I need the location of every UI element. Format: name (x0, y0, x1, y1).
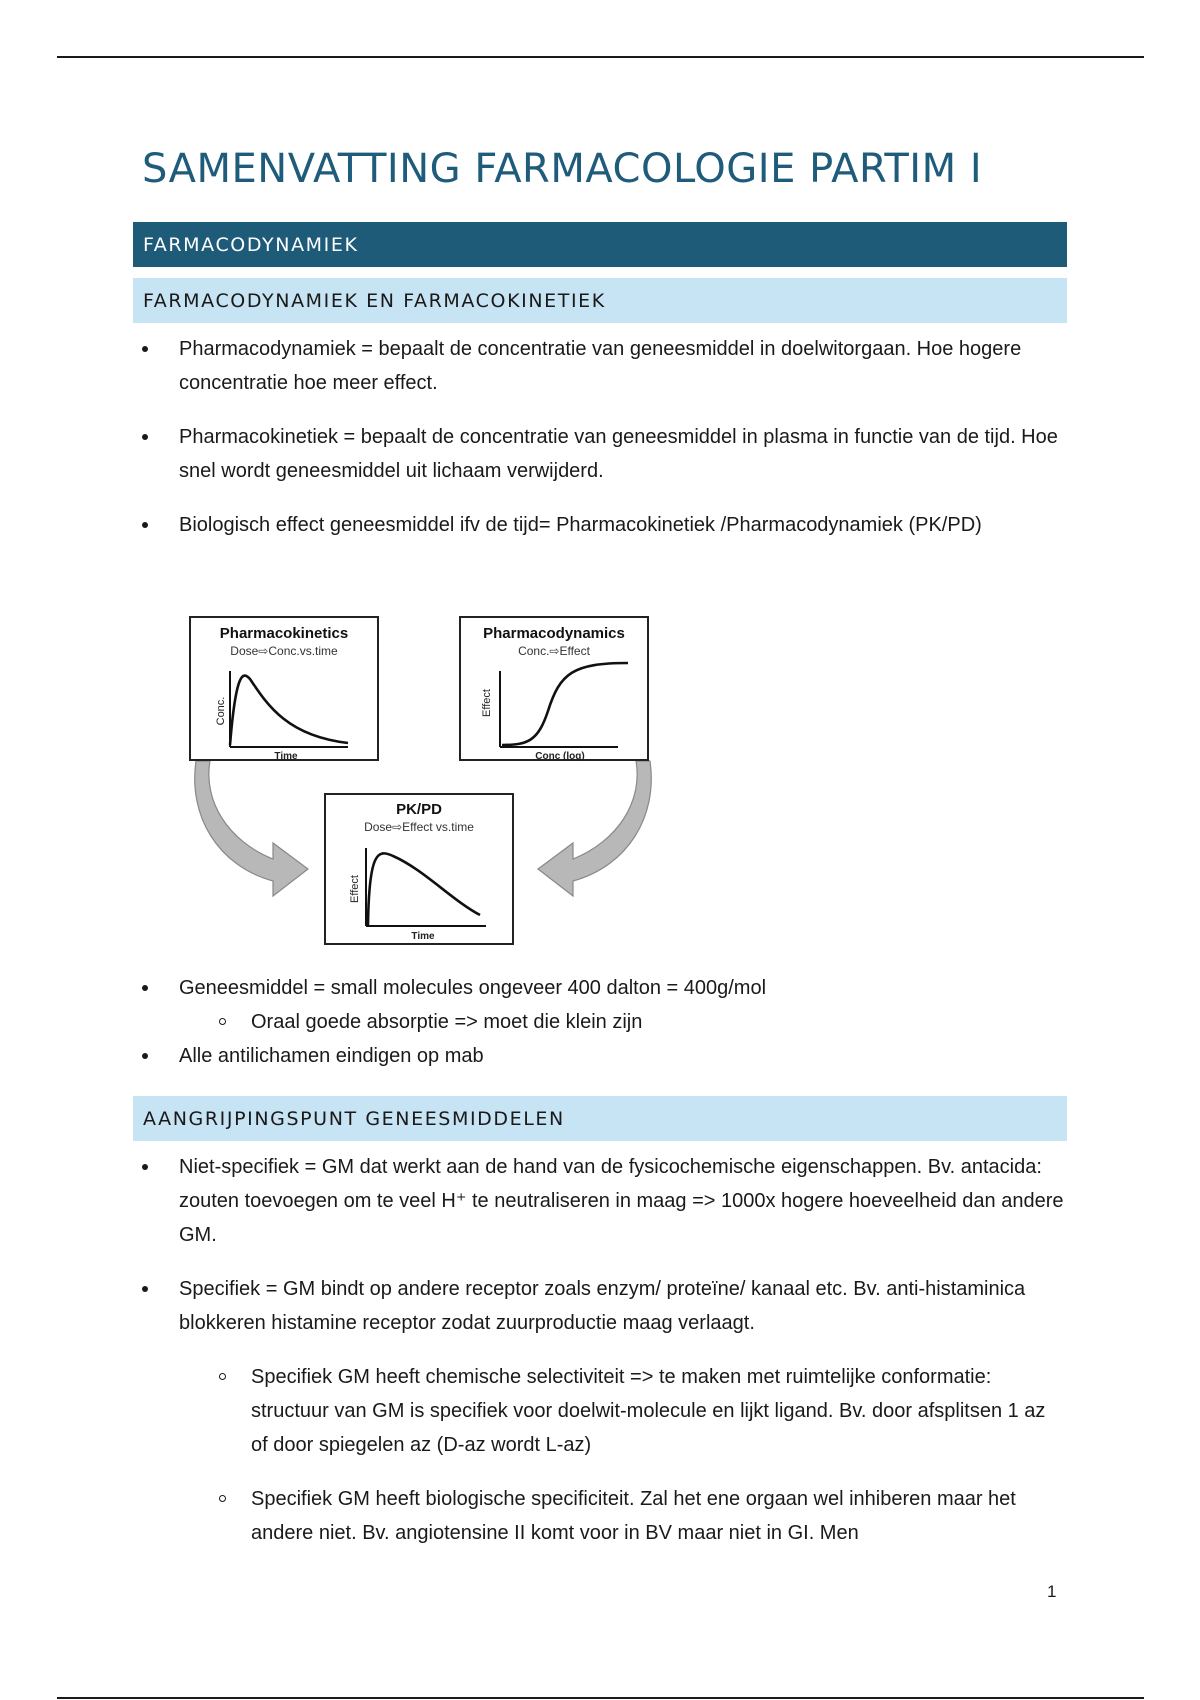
list-item: Pharmacodynamiek = bepaalt de concentratie van geneesmiddel in doelwitorgaan. Hoe hogere concentratie hoe meer effect. (133, 332, 1067, 400)
pkpd-y-label: Effect (349, 875, 361, 903)
pk-y-label: Conc. (215, 696, 227, 726)
list-item: Specifiek GM heeft biologische specificiteit. Zal het ene orgaan wel inhiberen maar het andere niet. Bv. angiotensine II komt voor in BV maar niet in GI. Men (133, 1482, 1067, 1550)
list-item: Oraal goede absorptie => moet die klein zijn (133, 1005, 1067, 1039)
list-item: Biologisch effect geneesmiddel ifv de tijd= Pharmacokinetiek /Pharmacodynamiek (PK/PD) (133, 508, 1067, 542)
bullet-icon (142, 1053, 148, 1059)
bullet-icon (142, 1164, 148, 1170)
pd-title: Pharmacodynamics (483, 625, 625, 642)
molecule-bullet-list (133, 971, 1067, 1073)
pd-subtitle: Conc.⇨Effect (518, 644, 590, 658)
pk-title: Pharmacokinetics (219, 625, 349, 642)
pd-y-label: Effect (481, 689, 493, 717)
pk-pd-diagram (188, 611, 658, 951)
footer-rule (57, 1697, 1144, 1699)
list-item: Specifiek GM heeft chemische selectiviteit => te maken met ruimtelijke conformatie: structuur van GM is specifiek voor doelwit-molecule en lijkt ligand. Bv. door afsplitsen 1 az of door spiegelen az (D-az wordt L-az) (133, 1360, 1067, 1462)
list-item: Niet-specifiek = GM dat werkt aan de hand van de fysicochemische eigenschappen. Bv. antacida: zouten toevoegen om te veel H⁺ te neutraliseren in maag => 1000x hogere hoeveelheid dan andere GM. (133, 1150, 1067, 1252)
bullet-icon (142, 522, 148, 528)
pkpd-subtitle: Dose⇨Effect vs.time (364, 820, 474, 834)
header-rule (57, 56, 1144, 58)
aangrijpingspunt-bullet-list (133, 1150, 1067, 1550)
bullet-icon (142, 434, 148, 440)
page-number: 1 (1047, 1582, 1057, 1601)
sub-bullet-icon (219, 1018, 226, 1025)
subsection-heading-aangrijpingspunt: AANGRIJPINGSPUNT GENEESMIDDELEN (133, 1096, 1067, 1141)
pd-x-label: Conc (log) (535, 751, 585, 762)
pkpd-title: PK/PD (396, 801, 442, 818)
list-item: Geneesmiddel = small molecules ongeveer 400 dalton = 400g/mol (133, 971, 1067, 1005)
pk-pd-diagram-svg (188, 611, 658, 951)
sub-bullet-icon (219, 1373, 226, 1380)
section-heading-farmacodynamiek: FARMACODYNAMIEK (133, 222, 1067, 267)
bullet-icon (142, 1286, 148, 1292)
pk-subtitle: Dose⇨Conc.vs.time (230, 644, 338, 658)
bullet-icon (142, 985, 148, 991)
sub-bullet-icon (219, 1495, 226, 1502)
pd-pk-bullet-list (133, 332, 1067, 542)
document-title: SAMENVATTING FARMACOLOGIE PARTIM I (142, 146, 983, 192)
list-item: Alle antilichamen eindigen op mab (133, 1039, 1067, 1073)
pkpd-x-label: Time (411, 931, 435, 942)
subsection-heading-pd-pk: FARMACODYNAMIEK EN FARMACOKINETIEK (133, 278, 1067, 323)
pk-x-label: Time (274, 751, 298, 762)
list-item: Pharmacokinetiek = bepaalt de concentratie van geneesmiddel in plasma in functie van de tijd. Hoe snel wordt geneesmiddel uit lichaam verwijderd. (133, 420, 1067, 488)
bullet-icon (142, 346, 148, 352)
list-item: Specifiek = GM bindt op andere receptor zoals enzym/ proteïne/ kanaal etc. Bv. anti-histaminica blokkeren histamine receptor zodat zuurproductie maag verlaagt. (133, 1272, 1067, 1340)
left-curved-arrow (195, 761, 308, 896)
right-curved-arrow (538, 761, 651, 896)
